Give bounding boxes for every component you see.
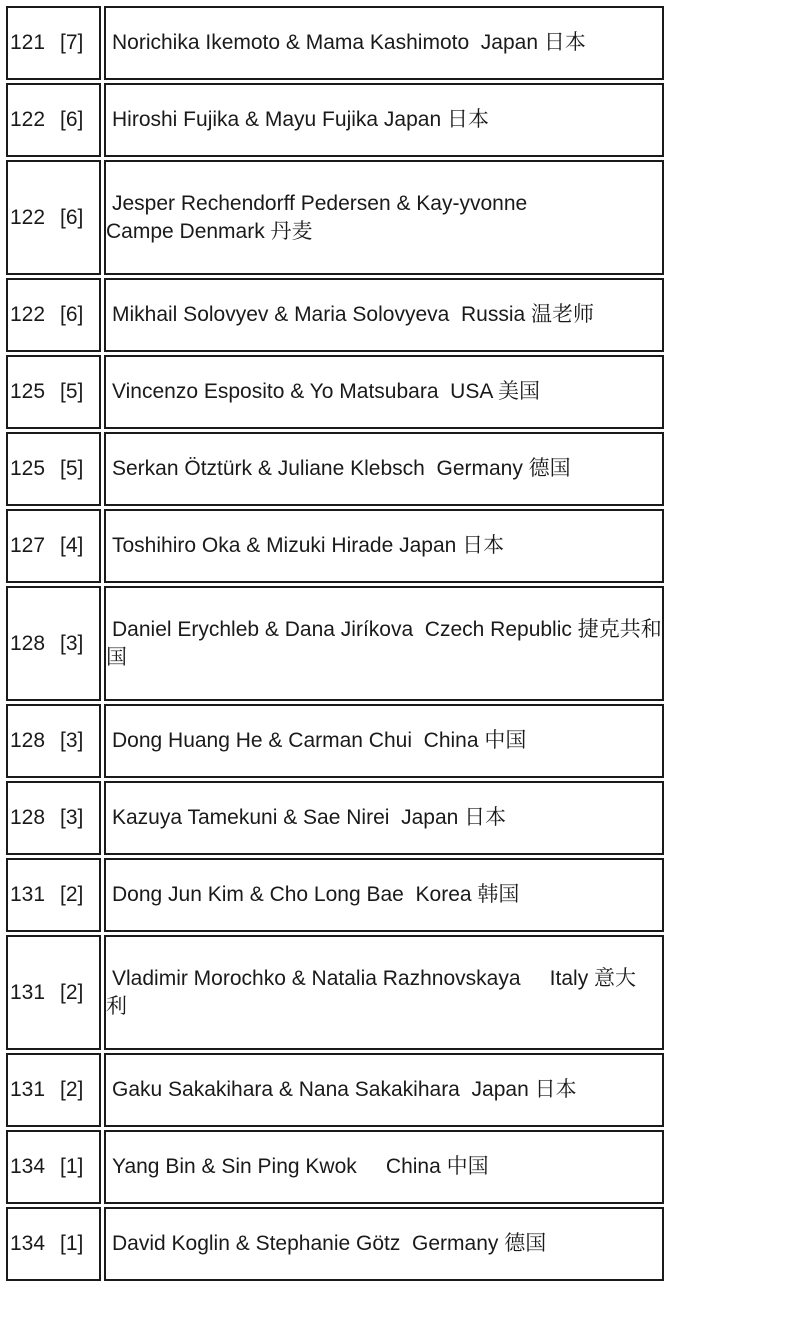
points-value: [1] bbox=[60, 1232, 84, 1255]
placement-number: 128 bbox=[10, 631, 46, 655]
placement-number: 121 bbox=[10, 31, 46, 54]
rank-cell bbox=[6, 432, 101, 506]
couple-names-country-continued: 国 bbox=[106, 645, 127, 669]
placement-number: 125 bbox=[10, 380, 46, 403]
rank-cell bbox=[6, 6, 101, 80]
table-row bbox=[6, 160, 664, 275]
points-value: [7] bbox=[60, 31, 84, 54]
couple-names-country: David Koglin & Stephanie Götz Germany 德国 bbox=[112, 1232, 547, 1255]
table-row bbox=[6, 781, 664, 855]
rank-cell bbox=[6, 781, 101, 855]
couple-entry-cell bbox=[104, 586, 664, 701]
points-value: [1] bbox=[60, 1155, 84, 1178]
ranking-table-body bbox=[6, 6, 664, 1281]
couple-names-country: Mikhail Solovyev & Maria Solovyeva Russia 温老师 bbox=[112, 303, 594, 326]
couple-names-country: Gaku Sakakihara & Nana Sakakihara Japan 日本 bbox=[112, 1078, 577, 1101]
couple-entry-cell bbox=[104, 83, 664, 157]
couple-names-country: Vladimir Morochko & Natalia Razhnovskaya Italy 意大 bbox=[112, 966, 637, 990]
table-row bbox=[6, 1053, 664, 1127]
couple-names-country: Dong Huang He & Carman Chui China 中国 bbox=[112, 729, 527, 752]
couple-entry-cell bbox=[104, 355, 664, 429]
placement-number: 131 bbox=[10, 883, 46, 906]
placement-number: 122 bbox=[10, 205, 46, 229]
couple-names-country: Toshihiro Oka & Mizuki Hirade Japan 日本 bbox=[112, 534, 505, 557]
placement-number: 128 bbox=[10, 729, 46, 752]
rank-cell bbox=[6, 704, 101, 778]
placement-number: 125 bbox=[10, 457, 46, 480]
table-row bbox=[6, 704, 664, 778]
table-row bbox=[6, 6, 664, 80]
points-value: [6] bbox=[60, 303, 84, 326]
couple-names-country: Vincenzo Esposito & Yo Matsubara USA 美国 bbox=[112, 380, 541, 403]
table-row bbox=[6, 278, 664, 352]
points-value: [3] bbox=[60, 806, 84, 829]
couple-entry-cell bbox=[104, 1130, 664, 1204]
couple-names-country-continued: 利 bbox=[106, 994, 127, 1018]
table-row bbox=[6, 432, 664, 506]
rank-cell bbox=[6, 160, 101, 275]
placement-number: 122 bbox=[10, 303, 46, 326]
rank-cell bbox=[6, 1053, 101, 1127]
rank-cell bbox=[6, 1130, 101, 1204]
couple-entry-cell bbox=[104, 1053, 664, 1127]
rank-cell bbox=[6, 355, 101, 429]
rank-cell bbox=[6, 509, 101, 583]
table-row bbox=[6, 509, 664, 583]
ranking-table bbox=[3, 3, 667, 1284]
table-row bbox=[6, 858, 664, 932]
couple-names-country: Norichika Ikemoto & Mama Kashimoto Japan 日本 bbox=[112, 31, 586, 54]
couple-entry-cell bbox=[104, 432, 664, 506]
table-row bbox=[6, 83, 664, 157]
rank-cell bbox=[6, 278, 101, 352]
rank-cell bbox=[6, 858, 101, 932]
table-row bbox=[6, 586, 664, 701]
couple-entry-cell bbox=[104, 160, 664, 275]
table-row bbox=[6, 935, 664, 1050]
couple-names-country: Yang Bin & Sin Ping Kwok China 中国 bbox=[112, 1155, 489, 1178]
placement-number: 122 bbox=[10, 108, 46, 131]
placement-number: 128 bbox=[10, 806, 46, 829]
rank-cell bbox=[6, 586, 101, 701]
points-value: [6] bbox=[60, 108, 84, 131]
couple-entry-cell bbox=[104, 781, 664, 855]
points-value: [3] bbox=[60, 729, 84, 752]
placement-number: 131 bbox=[10, 980, 46, 1004]
placement-number: 131 bbox=[10, 1078, 46, 1101]
points-value: [5] bbox=[60, 380, 84, 403]
points-value: [2] bbox=[60, 883, 84, 906]
couple-names-country: Hiroshi Fujika & Mayu Fujika Japan 日本 bbox=[112, 108, 489, 131]
points-value: [5] bbox=[60, 457, 84, 480]
placement-number: 134 bbox=[10, 1155, 46, 1178]
points-value: [4] bbox=[60, 534, 84, 557]
table-row bbox=[6, 1130, 664, 1204]
points-value: [3] bbox=[60, 631, 84, 655]
couple-entry-cell bbox=[104, 858, 664, 932]
couple-names-country: Daniel Erychleb & Dana Jiríkova Czech Republic 捷克共和 bbox=[112, 617, 662, 641]
couple-names-country-continued: Campe Denmark 丹麦 bbox=[106, 219, 313, 243]
couple-names-country: Serkan Ötztürk & Juliane Klebsch Germany 德国 bbox=[112, 457, 571, 480]
rank-cell bbox=[6, 935, 101, 1050]
couple-entry-cell bbox=[104, 935, 664, 1050]
couple-names-country: Dong Jun Kim & Cho Long Bae Korea 韩国 bbox=[112, 883, 520, 906]
placement-number: 127 bbox=[10, 534, 46, 557]
couple-entry-cell bbox=[104, 1207, 664, 1281]
couple-names-country: Jesper Rechendorff Pedersen & Kay-yvonne bbox=[112, 191, 528, 215]
rank-cell bbox=[6, 83, 101, 157]
couple-entry-cell bbox=[104, 6, 664, 80]
points-value: [2] bbox=[60, 1078, 84, 1101]
placement-number: 134 bbox=[10, 1232, 46, 1255]
rank-cell bbox=[6, 1207, 101, 1281]
couple-entry-cell bbox=[104, 704, 664, 778]
points-value: [6] bbox=[60, 205, 84, 229]
couple-entry-cell bbox=[104, 509, 664, 583]
table-row bbox=[6, 1207, 664, 1281]
couple-entry-cell bbox=[104, 278, 664, 352]
table-row bbox=[6, 355, 664, 429]
points-value: [2] bbox=[60, 980, 84, 1004]
couple-names-country: Kazuya Tamekuni & Sae Nirei Japan 日本 bbox=[112, 806, 507, 829]
